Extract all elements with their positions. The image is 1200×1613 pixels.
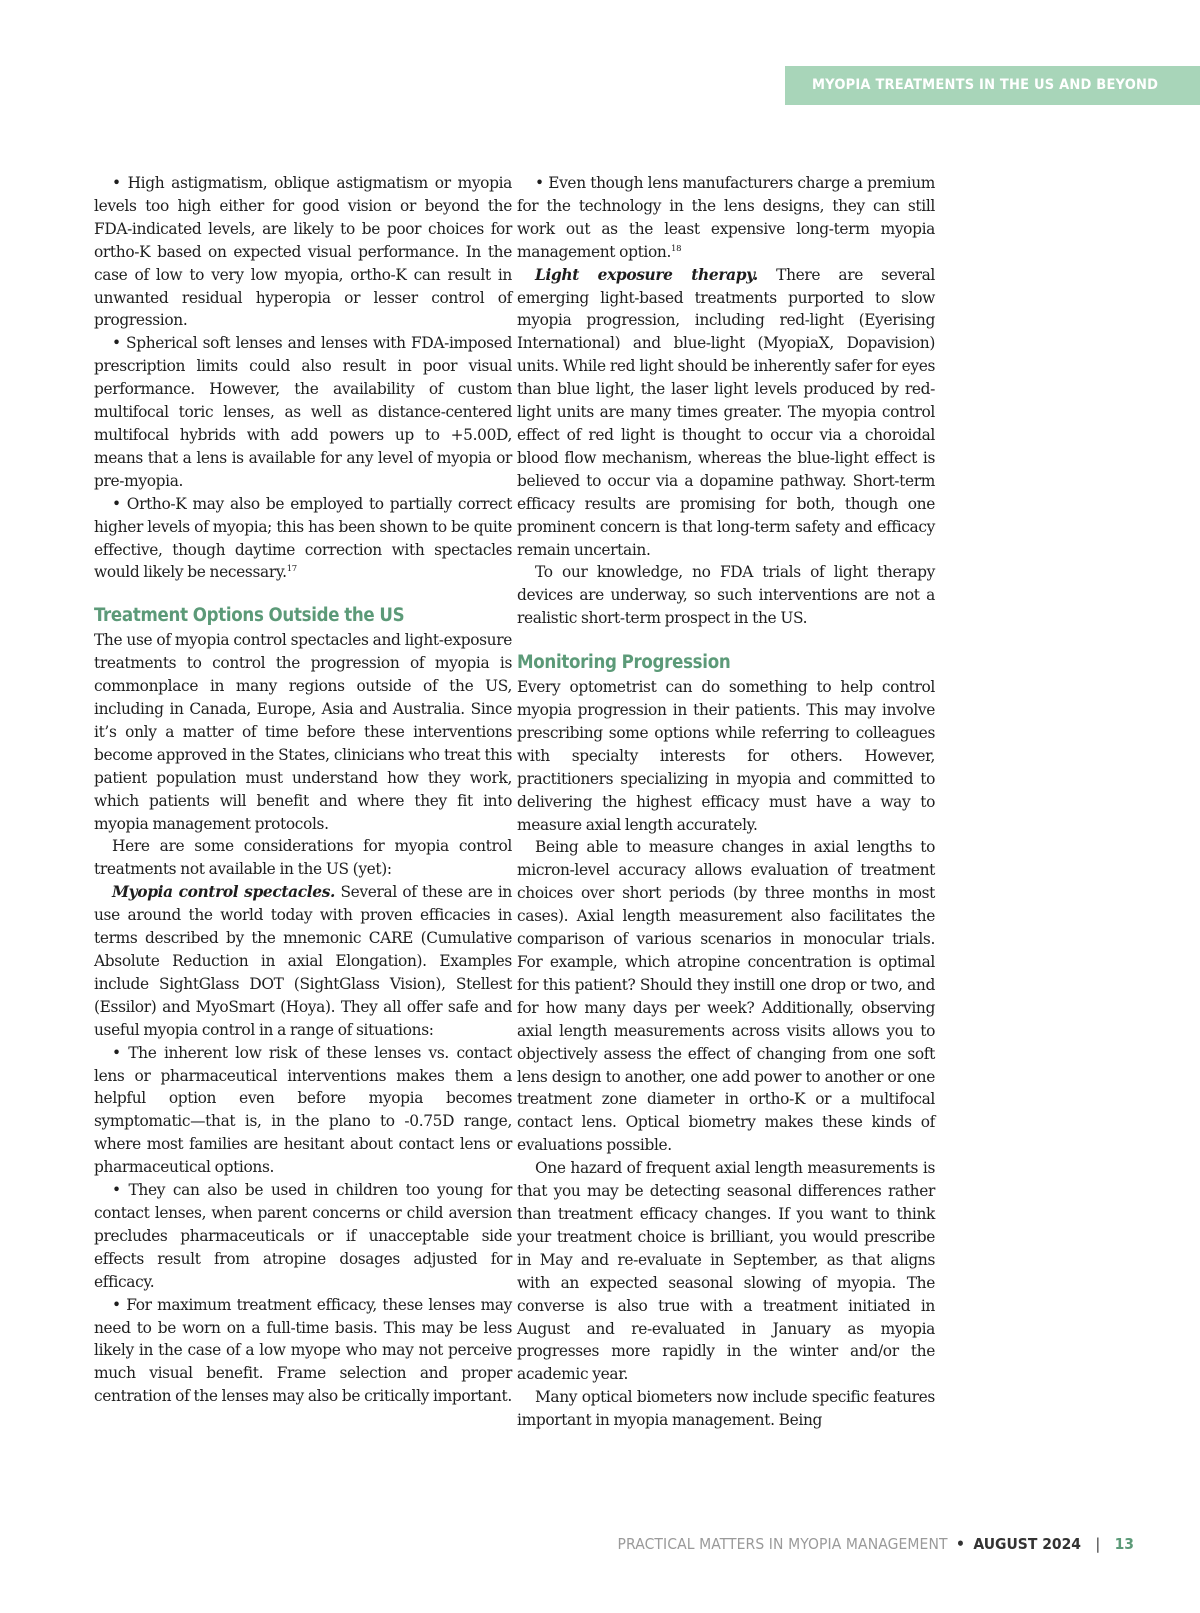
run-in-heading: Light exposure therapy. xyxy=(535,265,758,284)
reference-superscript: 18 xyxy=(671,243,682,254)
paragraph xyxy=(517,172,935,264)
paragraph xyxy=(94,493,512,585)
paragraph-text: There are several emerging light-based treatments purported to slow myopia progression, including red-light (Eyerising International) and blue-light (MyopiaX, Dopavision) units. While red light should be inherently safer for eyes than blue light, the laser light levels produced by red-light units are many times greater. The myopia control effect of red light is thought to occur via a choroidal blood flow mechanism, whereas the blue-light effect is believed to occur via a dopamine pathway. Short-term efficacy results are promising for both, though one prominent concern is that long-term safety and efficacy remain uncertain. xyxy=(517,265,935,559)
left-column xyxy=(94,172,512,1408)
paragraph: To our knowledge, no FDA trials of light therapy devices are underway, so such interventions are not a realistic short-term prospect in the US. xyxy=(517,563,935,628)
footer-divider: | xyxy=(1095,1535,1101,1553)
right-column xyxy=(517,172,935,1432)
paragraph: • For maximum treatment efficacy, these lenses may need to be worn on a full-time basis. This may be less likely in the case of a low myope who may not perceive much visual benefit. Frame selection and proper centration of the lenses may also be critically important. xyxy=(94,1295,512,1406)
paragraph-text: • Ortho-K may also be employed to partially correct higher levels of myopia; this has been shown to be quite effective, though daytime correction with spectacles would likely be necessary. xyxy=(94,494,512,582)
paragraph: • They can also be used in children too young for contact lenses, when parent concerns or child aversion precludes pharmaceuticals or if unacceptable side effects result from atropine dosages adjusted for efficacy. xyxy=(94,1181,512,1291)
paragraph: • Spherical soft lenses and lenses with FDA-imposed prescription limits could also result in poor visual performance. However, the availability of custom multifocal toric lenses, as well as distance-centered multifocal hybrids with add powers up to +5.00D, means that a lens is available for any level of myopia or pre-myopia. xyxy=(94,334,512,490)
paragraph xyxy=(94,881,512,1041)
reference-superscript: 17 xyxy=(286,564,297,575)
bullet-separator: • xyxy=(956,1535,965,1553)
issue-date: AUGUST 2024 xyxy=(973,1535,1082,1553)
paragraph: The use of myopia control spectacles and light-exposure treatments to control the progression of myopia is commonplace in many regions outside of the US, including in Canada, Europe, Asia and Australia. Since it’s only a matter of time before these interventions become approved in the States, clinicians who treat this patient population must understand how they work, which patients will benefit and where they fit into myopia management protocols. xyxy=(94,631,512,833)
paragraph: Every optometrist can do something to help control myopia progression in their patients. This may involve prescribing some options while referring to colleagues with specialty interests for others. However, practitioners specializing in myopia and committed to delivering the highest efficacy must have a way to measure axial length accurately. xyxy=(517,678,935,834)
page-number: 13 xyxy=(1114,1535,1134,1553)
paragraph: One hazard of frequent axial length measurements is that you may be detecting seasonal differences rather than treatment efficacy changes. If you want to think your treatment choice is brilliant, you would prescribe in May and re-evaluate in September, as that aligns with an expected seasonal slowing of myopia. The converse is also true with a treatment initiated in August and re-evaluated in January as myopia progresses more rapidly in the winter and/or the academic year. xyxy=(517,1159,935,1384)
section-heading-outside-us: Treatment Options Outside the US xyxy=(94,605,405,627)
paragraph-text: Several of these are in use around the world today with proven efficacies in terms described by the mnemonic CARE (Cumulative Absolute Reduction in axial Elongation). Examples include SightGlass DOT (SightGlass Vision), Stellest (Essilor) and MyoSmart (Hoya). They all offer safe and useful myopia control in a range of situations: xyxy=(94,883,512,1039)
page-footer xyxy=(618,1532,1134,1556)
paragraph: Many optical biometers now include specific features important in myopia management. Being xyxy=(517,1388,935,1430)
paragraph: • The inherent low risk of these lenses vs. contact lens or pharmaceutical interventions makes them a helpful option even before myopia becomes symptomatic—that is, in the plano to -0.75D range, where most families are hesitant about contact lens or pharmaceutical options. xyxy=(94,1043,512,1177)
section-header-band xyxy=(785,66,1200,105)
section-heading-monitoring: Monitoring Progression xyxy=(517,652,731,674)
paragraph xyxy=(517,264,935,562)
publication-name: PRACTICAL MATTERS IN MYOPIA MANAGEMENT xyxy=(617,1535,948,1553)
paragraph-text: • Even though lens manufacturers charge a premium for the technology in the lens designs, they can still work out as the least expensive long-term myopia management option. xyxy=(517,174,935,261)
run-in-heading: Myopia control spectacles. xyxy=(112,883,336,902)
paragraph: Being able to measure changes in axial lengths to micron-level accuracy allows evaluation of treatment choices over short periods (by three months in most cases). Axial length measurement also facilitates the comparison of various scenarios in monocular trials. For example, which atropine concentration is optimal for this patient? Should they instill one drop or two, and for how many days per week? Additionally, observing axial length measurements across visits allows you to objectively assess the effect of changing from one soft lens design to another, one add power to another or one treatment zone diameter in ortho-K or a multifocal contact lens. Optical biometry makes these kinds of evaluations possible. xyxy=(517,838,935,1155)
paragraph: • High astigmatism, oblique astigmatism or myopia levels too high either for good vision or beyond the FDA-indicated levels, are likely to be poor choices for ortho-K based on expected visual performance. In the case of low to very low myopia, ortho-K can result in unwanted residual hyperopia or lesser control of progression. xyxy=(94,174,512,330)
paragraph: Here are some considerations for myopia control treatments not available in the US (yet): xyxy=(94,837,512,879)
section-title: MYOPIA TREATMENTS IN THE US AND BEYOND xyxy=(812,77,1159,93)
